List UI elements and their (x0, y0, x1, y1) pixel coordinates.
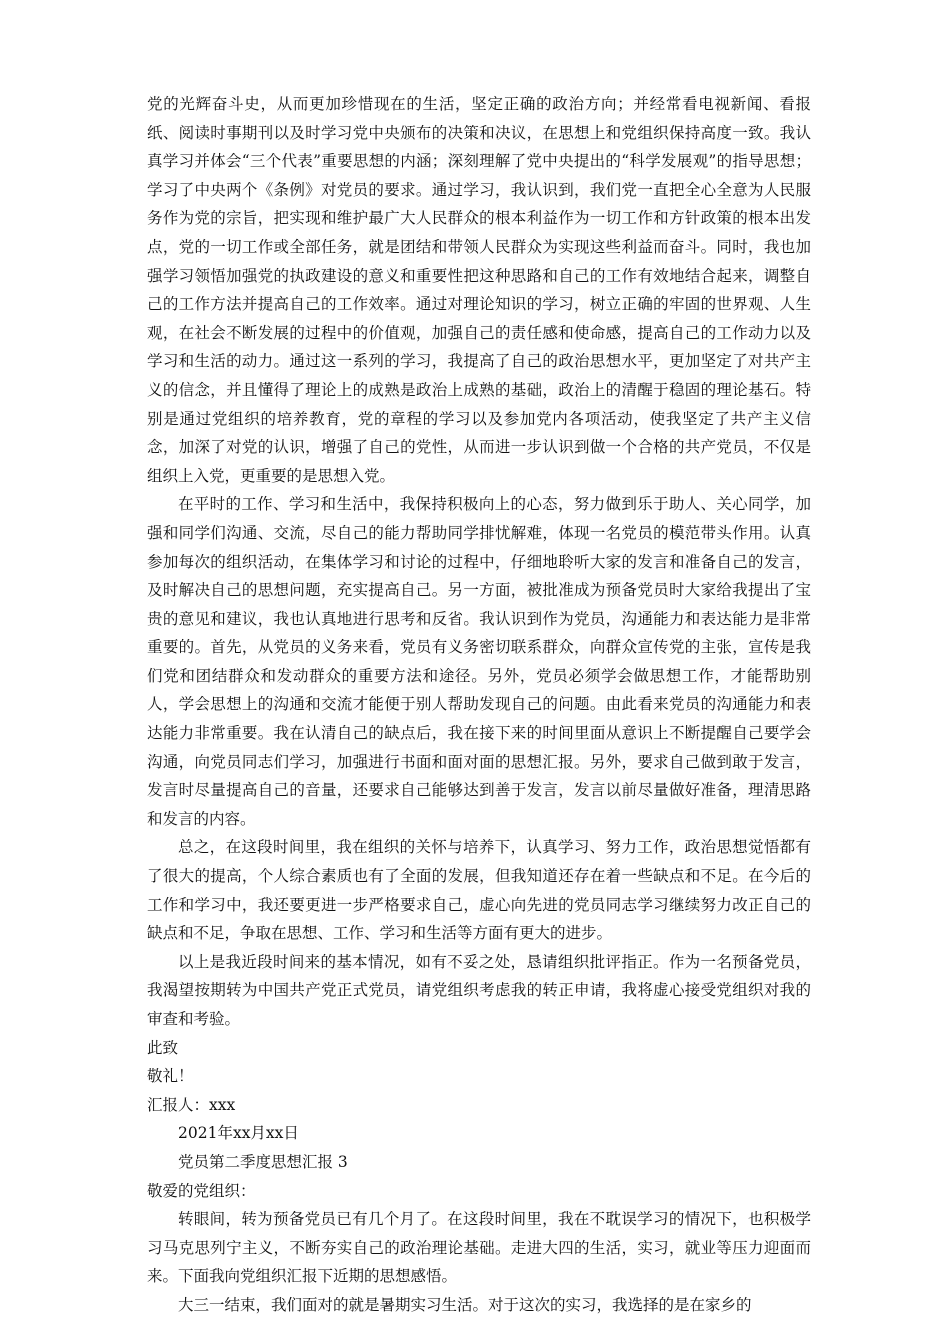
section-title: 党员第二季度思想汇报 3 (178, 1152, 348, 1171)
date-line: 2021年xx月xx日 (178, 1124, 299, 1143)
body-paragraph-4: 以上是我近段时间来的基本情况，如有不妥之处，恳请组织批评指正。作为一名预备党员，我渴望按期转为中国共产党正式党员，请党组织考虑我的转正申请，我将虚心接受党组织对我的审查和考验。 (147, 952, 811, 1028)
body-paragraph-2: 在平时的工作、学习和生活中，我保持积极向上的心态，努力做到乐于助人、关心同学，加强和同学们沟通、交流，尽自己的能力帮助同学排忧解难，体现一名党员的模范带头作用。认真参加每次的组织活动，在集体学习和讨论的过程中，仔细地聆听大家的发言和准备自己的发言，及时解决自己的思想问题，充实提高自己。另一方面，被批准成为预备党员时大家给我提出了宝贵的意见和建议，我也认真地进行思考和反省。我认识到作为党员，沟通能力和表达能力是非常重要的。首先，从党员的义务来看，党员有义务密切联系群众，向群众宣传党的主张，宣传是我们党和团结群众和发动群众的重要方法和途径。另外，党员必须学会做思想工作，才能帮助别人，学会思想上的沟通和交流才能便于别人帮助发现自己的问题。由此看来党员的沟通能力和表达能力非常重要。我在认清自己的缺点后，我在接下来的时间里面从意识上不断提醒自己要学会沟通，向党员同志们学习，加强进行书面和面对面的思想汇报。另外，要求自己做到敢于发言，发言时尽量提高自己的音量，还要求自己能够达到善于发言，发言以前尽量做好准备，理清思路和发言的内容。 (147, 495, 811, 828)
body-paragraph-3: 总之，在这段时间里，我在组织的关怀与培养下，认真学习、努力工作，政治思想觉悟都有了很大的提高，个人综合素质也有了全面的发展，但我知道还存在着一些缺点和不足。在今后的工作和学习中，我还要更进一步严格要求自己，虚心向先进的党员同志学习继续努力改正自己的缺点和不足，争取在思想、工作、学习和生活等方面有更大的进步。 (147, 838, 811, 943)
next-paragraph-2: 大三一结束，我们面对的就是暑期实习生活。对于这次的实习，我选择的是在家乡的 (178, 1295, 752, 1314)
closing-line: 此致 (147, 1038, 179, 1057)
next-paragraph-1: 转眼间，转为预备党员已有几个月了。在这段时间里，我在不耽误学习的情况下，也积极学习马克思列宁主义，不断夯实自己的政治理论基础。走进大四的生活，实习，就业等压力迎面而来。下面我向党组织汇报下近期的思想感悟。 (147, 1210, 811, 1286)
salute-line: 敬礼！ (147, 1067, 194, 1086)
body-paragraph-1: 党的光辉奋斗史，从而更加珍惜现在的生活，坚定正确的政治方向；并经常看电视新闻、看报纸、阅读时事期刊以及时学习党中央颁布的决策和决议，在思想上和党组织保持高度一致。我认真学习并体会“三个代表”重要思想的内涵；深刻理解了党中央提出的“科学发展观”的指导思想；学习了中央两个《条例》对党员的要求。通过学习，我认识到，我们党一直把全心全意为人民服务作为党的宗旨，把实现和维护最广大人民群众的根本利益作为一切工作和方针政策的根本出发点，党的一切工作或全部任务，就是团结和带领人民群众为实现这些利益而奋斗。同时，我也加强学习领悟加强党的执政建设的意义和重要性把这种思路和自己的工作有效地结合起来，调整自己的工作方法并提高自己的工作效率。通过对理论知识的学习，树立正确的牢固的世界观、人生观，在社会不断发展的过程中的价值观，加强自己的责任感和使命感，提高自己的工作动力以及学习和生活的动力。通过这一系列的学习，我提高了自己的政治思想水平，更加坚定了对共产主义的信念，并且懂得了理论上的成熟是政治上成熟的基础，政治上的清醒于稳固的理论基石。特别是通过党组织的培养教育，党的章程的学习以及参加党内各项活动，使我坚定了共产主义信念，加深了对党的认识，增强了自己的党性，从而进一步认识到做一个合格的共产党员，不仅是组织上入党，更重要的是思想入党。 (147, 95, 811, 485)
document-page (147, 90, 811, 1320)
reporter-line: 汇报人：xxx (147, 1095, 236, 1114)
greeting-line: 敬爱的党组织： (147, 1181, 256, 1200)
